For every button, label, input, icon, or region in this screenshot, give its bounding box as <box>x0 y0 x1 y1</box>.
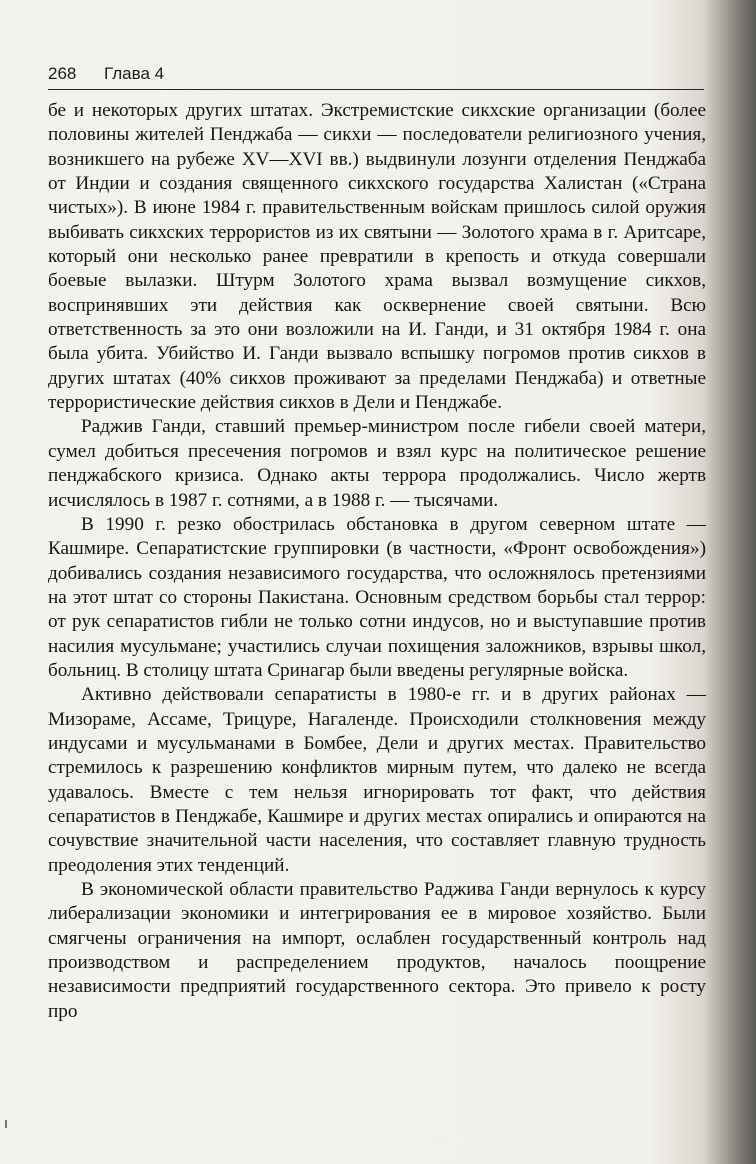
running-header <box>48 64 708 88</box>
paragraph: В экономической области правительство Раджива Ганди вернулось к курсу либерализации экономики и интегрирования ее в мировое хозяйство. Были смягчены ограничения на импорт, ослаблен государственный контроль над производством и распределением продуктов, началось поощрение независимости предприятий государственного сектора. Это привело к росту про <box>48 879 706 1022</box>
chapter-title: Глава 4 <box>104 64 165 83</box>
scan-margin-mark <box>5 1120 7 1128</box>
paragraph: бе и некоторых других штатах. Экстремистские сикхские организации (более половины жителей Пенджаба — сикхи — последователи религиозного учения, возникшего на рубеже XV—XVI вв.) выдвинули лозунги отделения Пенджаба от Индии и создания священного сикхского государства Халистан («Страна чистых»). В июне 1984 г. правительственным войскам пришлось силой оружия выбивать сикхских террористов из их святыни — Золотого храма в г. Аритсаре, который они несколько ранее превратили в крепость и откуда совершали боевые вылазки. Штурм Золотого храма вызвал возмущение сикхов, воспринявших эти действия как осквернение своей святыни. Всю ответственность за это они возложили на И. Ганди, и 31 октября 1984 г. она была убита. Убийство И. Ганди вызвало вспышку погромов против сикхов в других штатах (40% сикхов проживают за пределами Пенджаба) и ответные террористические действия сикхов в Дели и Пенджабе. <box>48 100 706 414</box>
body-text <box>48 99 706 1024</box>
paragraph: Раджив Ганди, ставший премьер-министром после гибели своей матери, сумел добиться пресечения погромов и взял курс на политическое решение пенджабского кризиса. Однако акты террора продолжались. Число жертв исчислялось в 1987 г. сотнями, а в 1988 г. — тысячами. <box>48 416 706 511</box>
paragraph: Активно действовали сепаратисты в 1980-е гг. и в других районах — Мизораме, Ассаме, Трицуре, Нагаленде. Происходили столкновения между индусами и мусульманами в Бомбее, Дели и других местах. Правительство стремилось к разрешению конфликтов мирным путем, что далеко не всегда удавалось. Вместе с тем нельзя игнорировать тот факт, что действия сепаратистов в Пенджабе, Кашмире и других местах опирались и опираются на сочувствие значительной части населения, что составляет главную трудность преодоления этих тенденций. <box>48 684 706 876</box>
page-number: 268 <box>48 64 77 83</box>
header-rule <box>48 89 704 90</box>
paragraph: В 1990 г. резко обострилась обстановка в другом северном штате — Кашмире. Сепаратистские группировки (в частности, «Фронт освобождения») добивались создания независимого государства, что осложнялось претензиями на этот штат со стороны Пакистана. Основным средством борьбы стал террор: от рук сепаратистов гибли не только сотни индусов, но и выступавшие против насилия мусульмане; участились случаи похищения заложников, взрывы школ, больниц. В столицу штата Сринагар были введены регулярные войска. <box>48 513 706 681</box>
